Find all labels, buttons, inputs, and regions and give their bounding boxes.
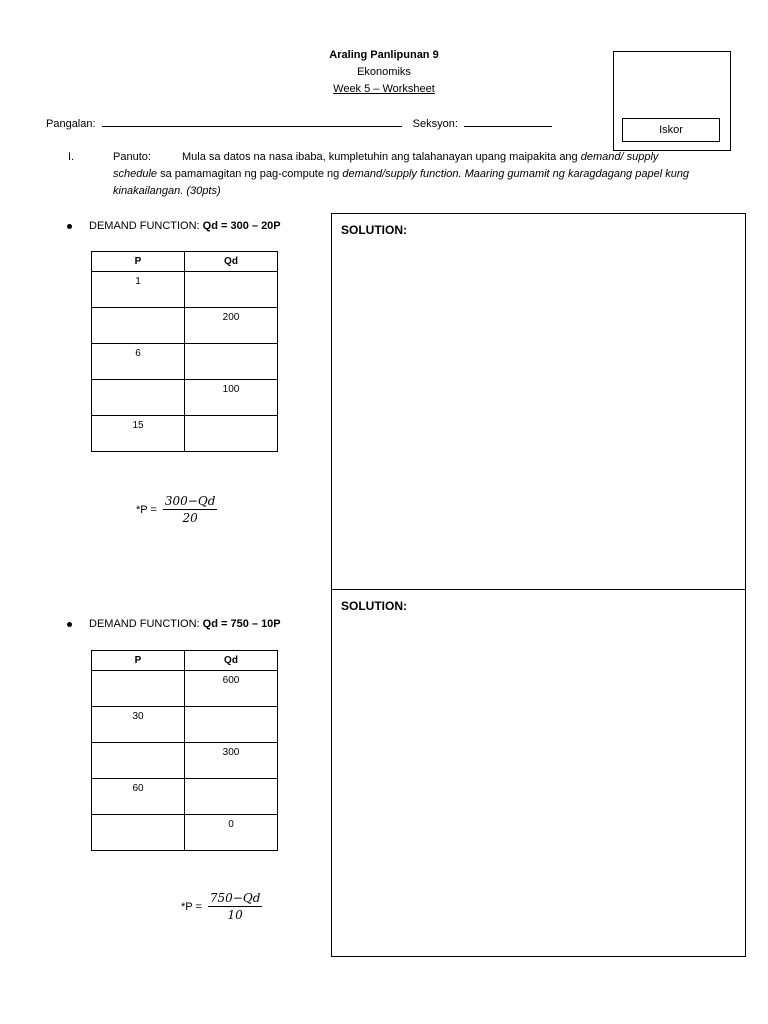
section-label: Seksyon: bbox=[412, 118, 458, 130]
formula-numerator: 300−Qd bbox=[164, 494, 216, 508]
solution-box-2[interactable] bbox=[331, 589, 746, 957]
table-row bbox=[92, 707, 278, 743]
table-cell-qd[interactable]: 100 bbox=[185, 380, 278, 416]
table-cell-p[interactable] bbox=[92, 743, 185, 779]
solution-label: SOLUTION: bbox=[341, 223, 407, 237]
table-row bbox=[92, 272, 278, 308]
worksheet-title: Araling Panlipunan 9 bbox=[329, 49, 439, 61]
table-row bbox=[92, 416, 278, 452]
formula-lhs: *P = bbox=[136, 503, 157, 516]
table-row bbox=[92, 779, 278, 815]
instruction-label: Panuto: bbox=[113, 151, 151, 163]
demand-function-2: DEMAND FUNCTION: Qd = 750 – 10P bbox=[67, 618, 281, 630]
table-cell-p[interactable]: 15 bbox=[92, 416, 185, 452]
table-row bbox=[92, 815, 278, 851]
table-row bbox=[92, 671, 278, 707]
formula-denominator: 10 bbox=[227, 908, 243, 922]
score-label: Iskor bbox=[622, 118, 720, 142]
table-header-p: P bbox=[92, 252, 185, 272]
solution-box-1[interactable] bbox=[331, 213, 746, 590]
formula-fraction bbox=[208, 891, 262, 922]
table-cell-qd[interactable]: 600 bbox=[185, 671, 278, 707]
solution-label: SOLUTION: bbox=[341, 599, 407, 613]
table-row bbox=[92, 344, 278, 380]
table-header-qd: Qd bbox=[185, 252, 278, 272]
name-field[interactable] bbox=[102, 116, 402, 127]
table-cell-p[interactable] bbox=[92, 671, 185, 707]
instruction-line-2: schedule sa pamamagitan ng pag-compute ng demand/supply function. Maaring gumamit ng karagdagang papel kung bbox=[113, 168, 690, 180]
table-cell-p[interactable] bbox=[92, 308, 185, 344]
table-cell-p[interactable] bbox=[92, 380, 185, 416]
price-formula-2 bbox=[181, 891, 262, 922]
table-cell-p[interactable]: 30 bbox=[92, 707, 185, 743]
table-row bbox=[92, 308, 278, 344]
instruction-line-3: kinakailangan. (30pts) bbox=[113, 185, 221, 197]
table-cell-qd[interactable] bbox=[185, 416, 278, 452]
formula-lhs: *P = bbox=[181, 900, 202, 913]
worksheet-subject: Ekonomiks bbox=[357, 66, 411, 78]
formula-denominator: 20 bbox=[182, 511, 198, 525]
demand-table-1 bbox=[91, 251, 278, 452]
table-row bbox=[92, 743, 278, 779]
table-cell-p[interactable]: 6 bbox=[92, 344, 185, 380]
demand-table-2 bbox=[91, 650, 278, 851]
demand-function-1: DEMAND FUNCTION: Qd = 300 – 20P bbox=[67, 220, 281, 232]
formula-numerator: 750−Qd bbox=[209, 891, 261, 905]
name-section-row bbox=[46, 116, 552, 130]
instruction-number: I. bbox=[68, 151, 75, 163]
table-cell-qd[interactable] bbox=[185, 272, 278, 308]
table-cell-qd[interactable] bbox=[185, 779, 278, 815]
table-cell-p[interactable]: 60 bbox=[92, 779, 185, 815]
worksheet-week: Week 5 – Worksheet bbox=[333, 83, 435, 95]
name-label: Pangalan: bbox=[46, 118, 96, 130]
price-formula-1 bbox=[136, 494, 217, 525]
bullet-icon bbox=[67, 224, 72, 229]
table-cell-qd[interactable]: 200 bbox=[185, 308, 278, 344]
section-field[interactable] bbox=[464, 116, 552, 127]
table-cell-p[interactable]: 1 bbox=[92, 272, 185, 308]
table-cell-p[interactable] bbox=[92, 815, 185, 851]
bullet-icon bbox=[67, 622, 72, 627]
instruction-line-1: Mula sa datos na nasa ibaba, kumpletuhin ang talahanayan upang maipakita ang demand/ supply bbox=[182, 151, 659, 163]
table-cell-qd[interactable] bbox=[185, 344, 278, 380]
table-header-qd: Qd bbox=[185, 651, 278, 671]
table-cell-qd[interactable] bbox=[185, 707, 278, 743]
table-cell-qd[interactable]: 0 bbox=[185, 815, 278, 851]
score-box bbox=[613, 51, 731, 151]
table-header-p: P bbox=[92, 651, 185, 671]
formula-fraction bbox=[163, 494, 217, 525]
table-row bbox=[92, 380, 278, 416]
table-cell-qd[interactable]: 300 bbox=[185, 743, 278, 779]
